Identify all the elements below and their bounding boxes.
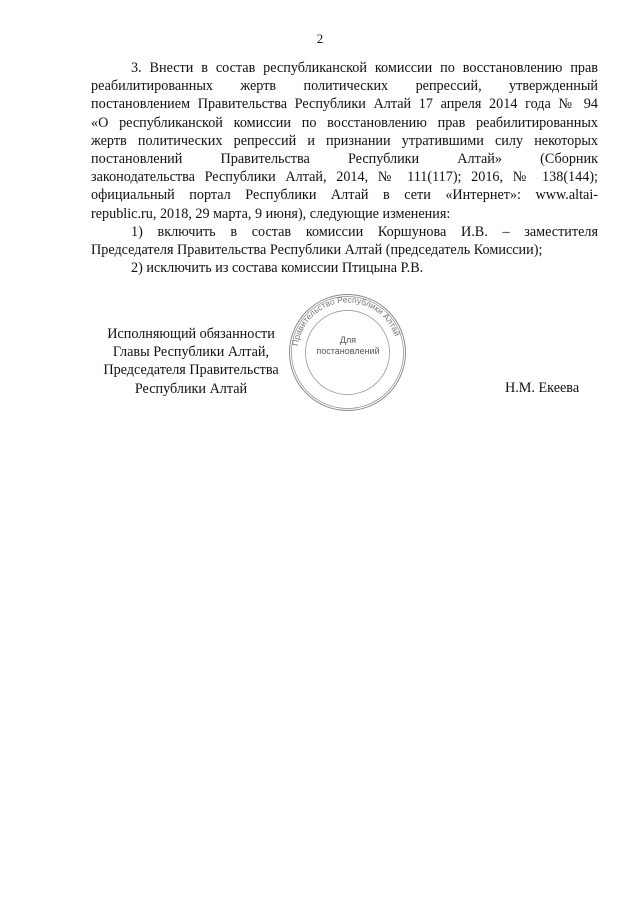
signatory-title-line: Председателя Правительства — [103, 362, 279, 379]
stamp-center-text — [303, 335, 393, 357]
official-stamp — [285, 290, 410, 415]
stamp-ring-text: Правительство Республики Алтай — [289, 294, 403, 347]
text-line: Председателя Правительства Республики Алтай (председатель Комиссии); — [91, 242, 543, 259]
text-line: republic.ru, 2018, 29 марта, 9 июня), следующие изменения: — [91, 205, 451, 222]
text-line: законодательства Республики Алтай, 2014, № 111(117); 2016, № 138(144); — [91, 169, 598, 186]
item-1 — [91, 223, 598, 259]
text-line: 1) включить в состав комиссии Коршунова И.В. – заместителя — [131, 223, 598, 240]
text-line: жертв политических репрессий и признании утратившими силу некоторых — [91, 132, 598, 149]
text-line: 3. Внести в состав республиканской комиссии по восстановлению прав — [131, 60, 598, 76]
signatory-title-line: Главы Республики Алтай, — [112, 344, 270, 361]
text-line: постановлением Правительства Республики Алтай 17 апреля 2014 года № 94 — [91, 96, 598, 113]
paragraph-3 — [91, 59, 598, 223]
text-line: постановлений Правительства Республики Алтай» (Сборник — [91, 151, 598, 168]
signer-name: Н.М. Екеева — [505, 380, 580, 396]
signatory-title-line: Республики Алтай — [134, 380, 248, 397]
text-line: официальный портал Республики Алтай в сети «Интернет»: www.altai- — [91, 187, 598, 204]
text-line: 2) исключить из состава комиссии Птицына Р.В. — [131, 260, 424, 277]
text-line: реабилитированных жертв политических репрессий, утвержденный — [91, 78, 598, 95]
page-number: 2 — [316, 31, 324, 46]
stamp-center-line: Для — [339, 335, 357, 345]
signatory-title-line: Исполняющий обязанности — [107, 326, 275, 342]
item-2 — [91, 259, 598, 277]
signatory-title — [91, 325, 291, 398]
text-line: «О республиканской комиссии по восстановлению прав реабилитированных — [91, 114, 598, 131]
document-body — [91, 59, 598, 277]
stamp-center-line: постановлений — [316, 346, 380, 356]
